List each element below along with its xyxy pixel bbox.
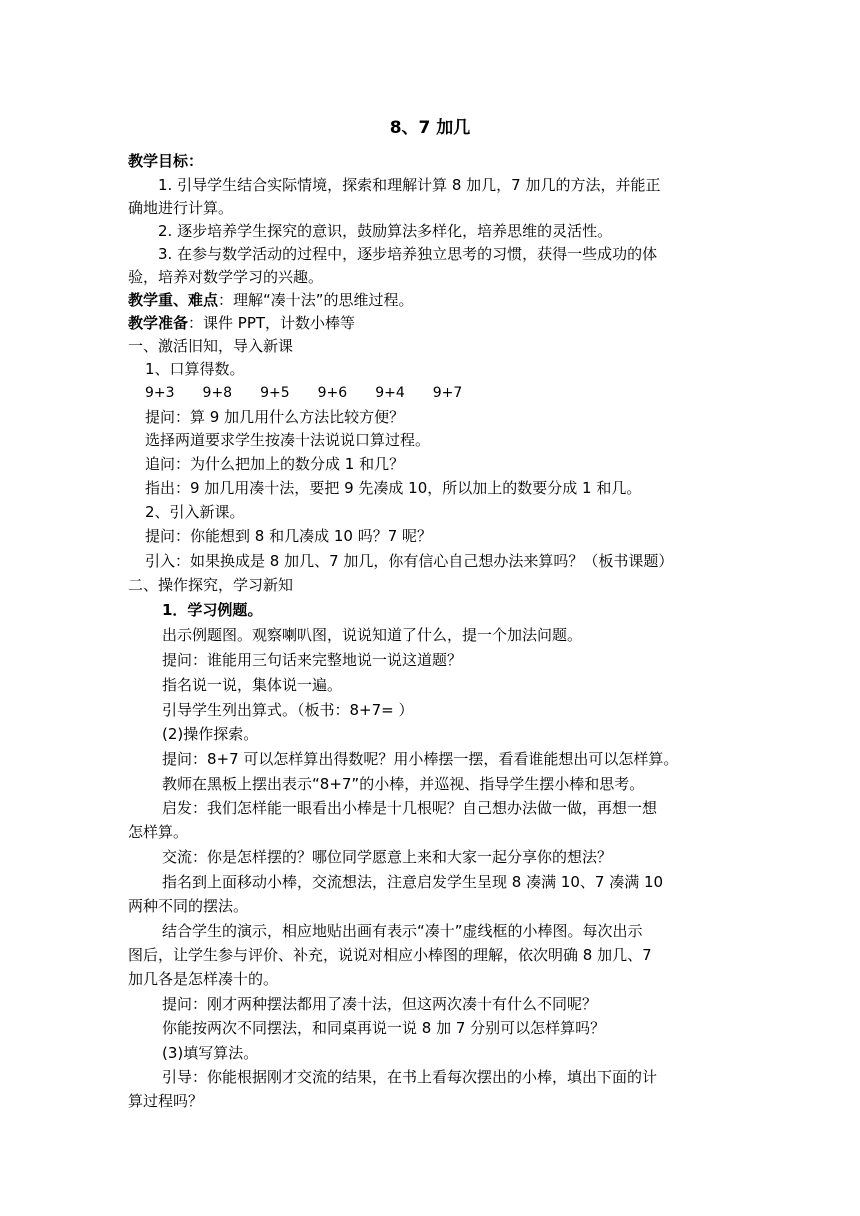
para-15-line-1: 引导：你能根据刚才交流的结果，在书上看每次摆出的小棒，填出下面的计: [162, 1068, 658, 1086]
goal-1-line-1: 1. 引导学生结合实际情境，探索和理解计算 8 加几，7 加几的方法，并能正: [158, 176, 661, 194]
para-4: 引导学生列出算式。（板书：8+7= ）: [162, 701, 414, 719]
key-points-label: 教学重、难点: [128, 291, 219, 309]
point-out-line: 指出：9 加几用凑十法，要把 9 先凑成 10，所以加上的数要分成 1 和几。: [145, 479, 642, 497]
subsection-1-1: 1、口算得数。: [145, 360, 245, 378]
para-5: (2)操作探索。: [162, 725, 259, 743]
preparation-text: ：课件 PPT，计数小棒等: [188, 314, 356, 332]
question-1: 提问：算 9 加几用什么方法比较方便？: [145, 408, 405, 426]
calc-item: 9+5: [260, 385, 290, 401]
section-1-heading: 一、激活旧知，导入新课: [128, 337, 294, 355]
para-12: 提问：刚才两种摆法都用了凑十法，但这两次凑十有什么不同呢？: [162, 995, 598, 1013]
calc-row: [145, 382, 490, 404]
calc-item: 9+4: [375, 385, 405, 401]
intro-line: 引入：如果换成是 8 加几、7 加几，你有信心自己想办法来算吗？（板书课题）: [145, 552, 674, 570]
para-9: 交流：你是怎样摆的？哪位同学愿意上来和大家一起分享你的想法？: [162, 848, 613, 866]
para-15-line-2: 算过程吗？: [128, 1092, 204, 1110]
goals-heading: 教学目标：: [128, 152, 204, 170]
preparation-label: 教学准备: [128, 314, 189, 332]
para-8-line-2: 怎样算。: [128, 823, 189, 841]
key-points-text: ：理解“凑十法”的思维过程。: [218, 291, 414, 309]
calc-item: 9+7: [432, 385, 463, 401]
para-11-line-2: 图后，让学生参与评价、补充，说说对相应小棒图的理解，依次明确 8 加几、7: [128, 946, 652, 964]
calc-item: 9+8: [202, 385, 233, 401]
para-6: 提问：8+7 可以怎样算出得数呢？用小棒摆一摆，看看谁能想出可以怎样算。: [162, 750, 679, 768]
question-2: 追问：为什么把加上的数分成 1 和几？: [145, 455, 405, 473]
para-3: 指名说一说，集体说一遍。: [162, 676, 343, 694]
para-2: 提问：谁能用三句话来完整地说一说这道题？: [162, 651, 463, 669]
question-3: 提问：你能想到 8 和几凑成 10 吗？7 呢？: [145, 527, 433, 545]
para-8-line-1: 启发：我们怎样能一眼看出小棒是十几根呢？自己想办法做一做，再想一想: [162, 799, 658, 817]
subsection-2-1: 1．学习例题。: [162, 601, 263, 619]
selection-line: 选择两道要求学生按凑十法说说口算过程。: [145, 431, 431, 449]
para-14: (3)填写算法。: [162, 1044, 259, 1062]
goal-2: 2. 逐步培养学生探究的意识，鼓励算法多样化，培养思维的灵活性。: [158, 222, 613, 240]
para-13: 你能按两次不同摆法，和同桌再说一说 8 加 7 分别可以怎样算吗？: [162, 1019, 606, 1037]
para-1: 出示例题图。观察喇叭图，说说知道了什么，提一个加法问题。: [162, 626, 583, 644]
preparation: [128, 312, 355, 334]
subsection-1-2: 2、引入新课。: [145, 503, 245, 521]
para-10-line-2: 两种不同的摆法。: [128, 897, 249, 915]
key-points: [128, 289, 414, 311]
goal-3-line-2: 验，培养对数学学习的兴趣。: [128, 268, 324, 286]
calc-item: 9+3: [145, 385, 175, 401]
page-title: 8、7 加几: [389, 118, 471, 138]
goal-1-line-2: 确地进行计算。: [128, 199, 234, 217]
goal-3-line-1: 3. 在参与数学活动的过程中，逐步培养独立思考的习惯，获得一些成功的体: [158, 245, 658, 263]
para-7: 教师在黑板上摆出表示“8+7”的小棒，并巡视、指导学生摆小棒和思考。: [162, 775, 645, 793]
para-11-line-1: 结合学生的演示，相应地贴出画有表示“凑十”虚线框的小棒图。每次出示: [162, 922, 643, 940]
section-2-heading: 二、操作探究，学习新知: [128, 576, 294, 594]
para-10-line-1: 指名到上面移动小棒，交流想法，注意启发学生呈现 8 凑满 10、7 凑满 10: [162, 873, 664, 891]
para-11-line-3: 加几各是怎样凑十的。: [128, 970, 279, 988]
calc-item: 9+6: [317, 385, 348, 401]
